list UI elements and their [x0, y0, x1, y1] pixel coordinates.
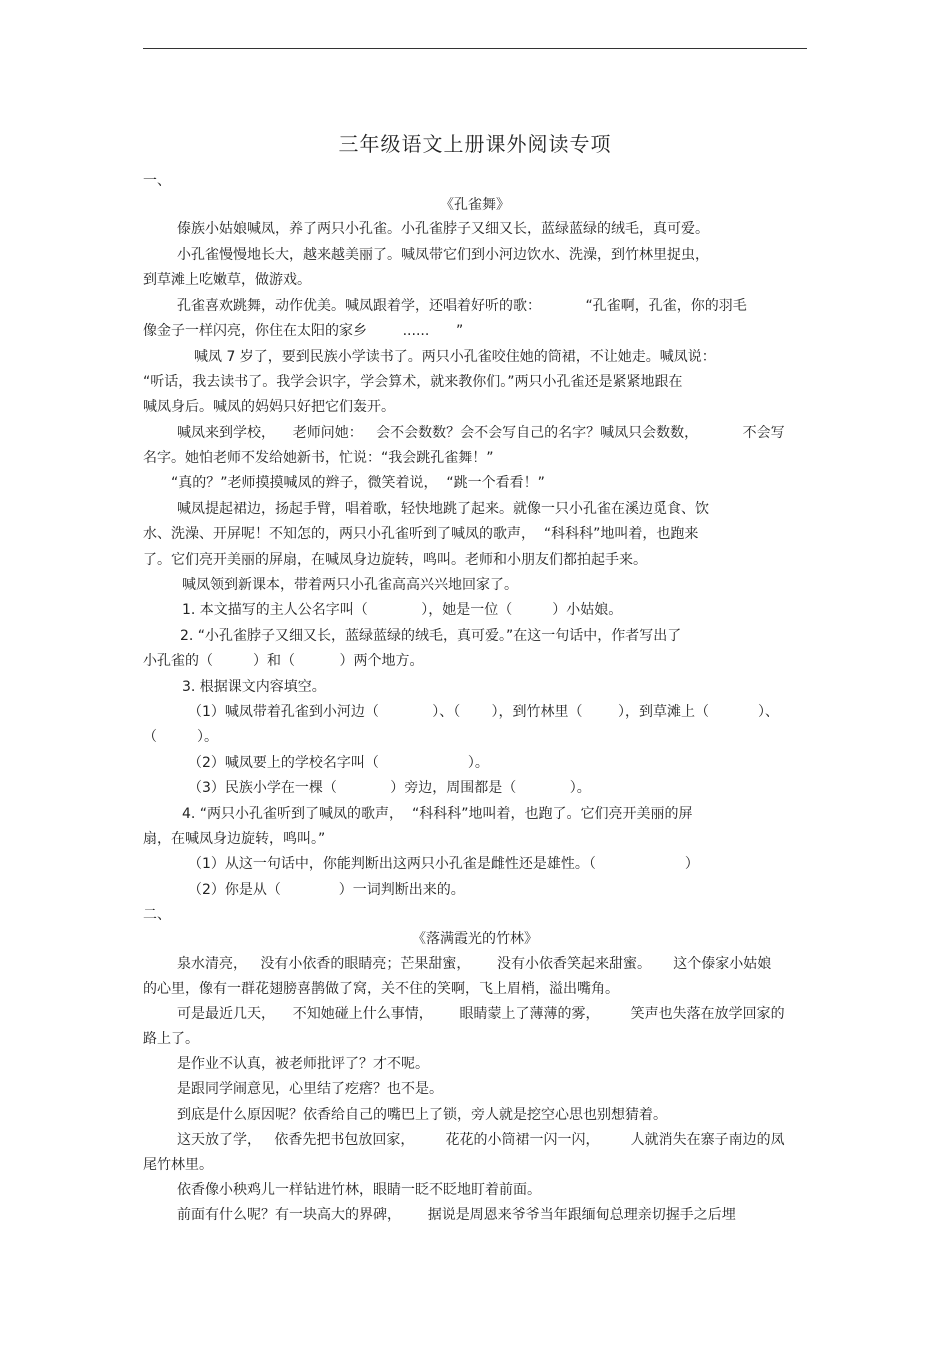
text-line: 孔雀喜欢跳舞，动作优美。喊凤跟着学，还唱着好听的歌： “孔雀啊，孔雀，你的羽毛	[177, 298, 747, 314]
text-line: “听话，我去读书了。我学会识字，学会算术，就来教你们。”两只小孔雀还是紧紧地跟在	[143, 374, 683, 390]
question-line: 扇，在喊凤身边旋转，鸣叫。”	[143, 831, 326, 847]
text-line: “真的？”老师摸摸喊凤的辫子，微笑着说， “跳一个看看！”	[171, 475, 545, 491]
text-line: 喊凤领到新课本，带着两只小孔雀高高兴兴地回家了。	[182, 577, 518, 593]
text-line: 是跟同学闹意见，心里结了疙瘩？也不是。	[177, 1081, 443, 1097]
header-rule	[143, 48, 807, 49]
text-line: 水、洗澡、开屏呢！不知怎的，两只小孔雀听到了喊凤的歌声， “科科科”地叫着，也跑来	[143, 526, 699, 542]
question-line: 4. “两只小孔雀听到了喊凤的歌声， “科科科”地叫着，也跑了。它们亮开美丽的屏	[182, 806, 693, 822]
section-label: 二、	[143, 907, 171, 923]
text-line: 前面有什么呢？有一块高大的界碑， 据说是周恩来爷爷当年跟缅甸总理亲切握手之后埋	[177, 1207, 736, 1223]
text-line: 喊凤来到学校， 老师问她： 会不会数数？会不会写自己的名字？喊凤只会数数， 不会写	[177, 425, 785, 441]
text-line: 路上了。	[143, 1031, 199, 1047]
question-line: 3. 根据课文内容填空。	[182, 679, 326, 695]
text-line: 喊凤 7 岁了，要到民族小学读书了。两只小孔雀咬住她的筒裙，不让她走。喊凤说：	[194, 349, 716, 365]
section-label: 一、	[143, 173, 171, 189]
story-title: 《落满霞光的竹林》	[412, 931, 538, 947]
text-line: 了。它们亮开美丽的屏扇，在喊凤身边旋转，鸣叫。老师和小朋友们都拍起手来。	[143, 552, 647, 568]
page-title: 三年级语文上册课外阅读专项	[338, 132, 612, 156]
story-title: 《孔雀舞》	[440, 197, 510, 213]
text-line: 依香像小秧鸡儿一样钻进竹林，眼睛一眨不眨地盯着前面。	[177, 1182, 541, 1198]
text-line: 名字。她怕老师不发给她新书，忙说：“我会跳孔雀舞！”	[143, 450, 494, 466]
question-line: （2）你是从（ ）一词判断出来的。	[188, 882, 465, 898]
question-line: 2. “小孔雀脖子又细又长，蓝绿蓝绿的绒毛，真可爱。”在这一句话中，作者写出了	[180, 628, 682, 644]
text-line: 是作业不认真，被老师批评了？才不呢。	[177, 1056, 429, 1072]
text-line: 这天放了学， 依香先把书包放回家， 花花的小筒裙一闪一闪， 人就消失在寨子南边的凤	[177, 1132, 785, 1148]
text-line: 的心里，像有一群花翅膀喜鹊做了窝，关不住的笑啊，飞上眉梢，溢出嘴角。	[143, 981, 619, 997]
question-line: （1）喊凤带着孔雀到小河边（ ）、（ ），到竹林里（ ），到草滩上（ ）、	[188, 704, 780, 720]
text-line: 到底是什么原因呢？依香给自己的嘴巴上了锁，旁人就是挖空心思也别想猜着。	[177, 1107, 667, 1123]
question-line: （2）喊凤要上的学校名字叫（ ）。	[188, 755, 489, 771]
text-line: 喊凤身后。喊凤的妈妈只好把它们轰开。	[143, 399, 395, 415]
text-line: 到草滩上吃嫩草，做游戏。	[143, 272, 311, 288]
question-line: （3）民族小学在一棵（ ）旁边，周围都是（ ）。	[188, 780, 591, 796]
text-line: 像金子一样闪亮，你住在太阳的家乡 ...... ”	[143, 323, 464, 339]
text-line: 泉水清亮， 没有小依香的眼睛亮；芒果甜蜜， 没有小依香笑起来甜蜜。 这个傣家小姑娘	[177, 956, 772, 972]
text-line: 小孔雀慢慢地长大，越来越美丽了。喊凤带它们到小河边饮水、洗澡，到竹林里捉虫，	[177, 247, 709, 263]
question-line: 小孔雀的（ ）和（ ）两个地方。	[143, 653, 424, 669]
text-line: 喊凤提起裙边，扬起手臂，唱着歌，轻快地跳了起来。就像一只小孔雀在溪边觅食、饮	[177, 501, 709, 517]
question-line: （ ）。	[143, 729, 219, 745]
question-line: 1. 本文描写的主人公名字叫（ ），她是一位（ ）小姑娘。	[182, 602, 623, 618]
text-line: 傣族小姑娘喊凤，养了两只小孔雀。小孔雀脖子又细又长，蓝绿蓝绿的绒毛，真可爱。	[177, 221, 709, 237]
text-line: 尾竹林里。	[143, 1157, 213, 1173]
question-line: （1）从这一句话中，你能判断出这两只小孔雀是雌性还是雄性。（ ）	[188, 856, 699, 872]
text-line: 可是最近几天， 不知她碰上什么事情， 眼睛蒙上了薄薄的雾， 笑声也失落在放学回家的	[177, 1006, 785, 1022]
